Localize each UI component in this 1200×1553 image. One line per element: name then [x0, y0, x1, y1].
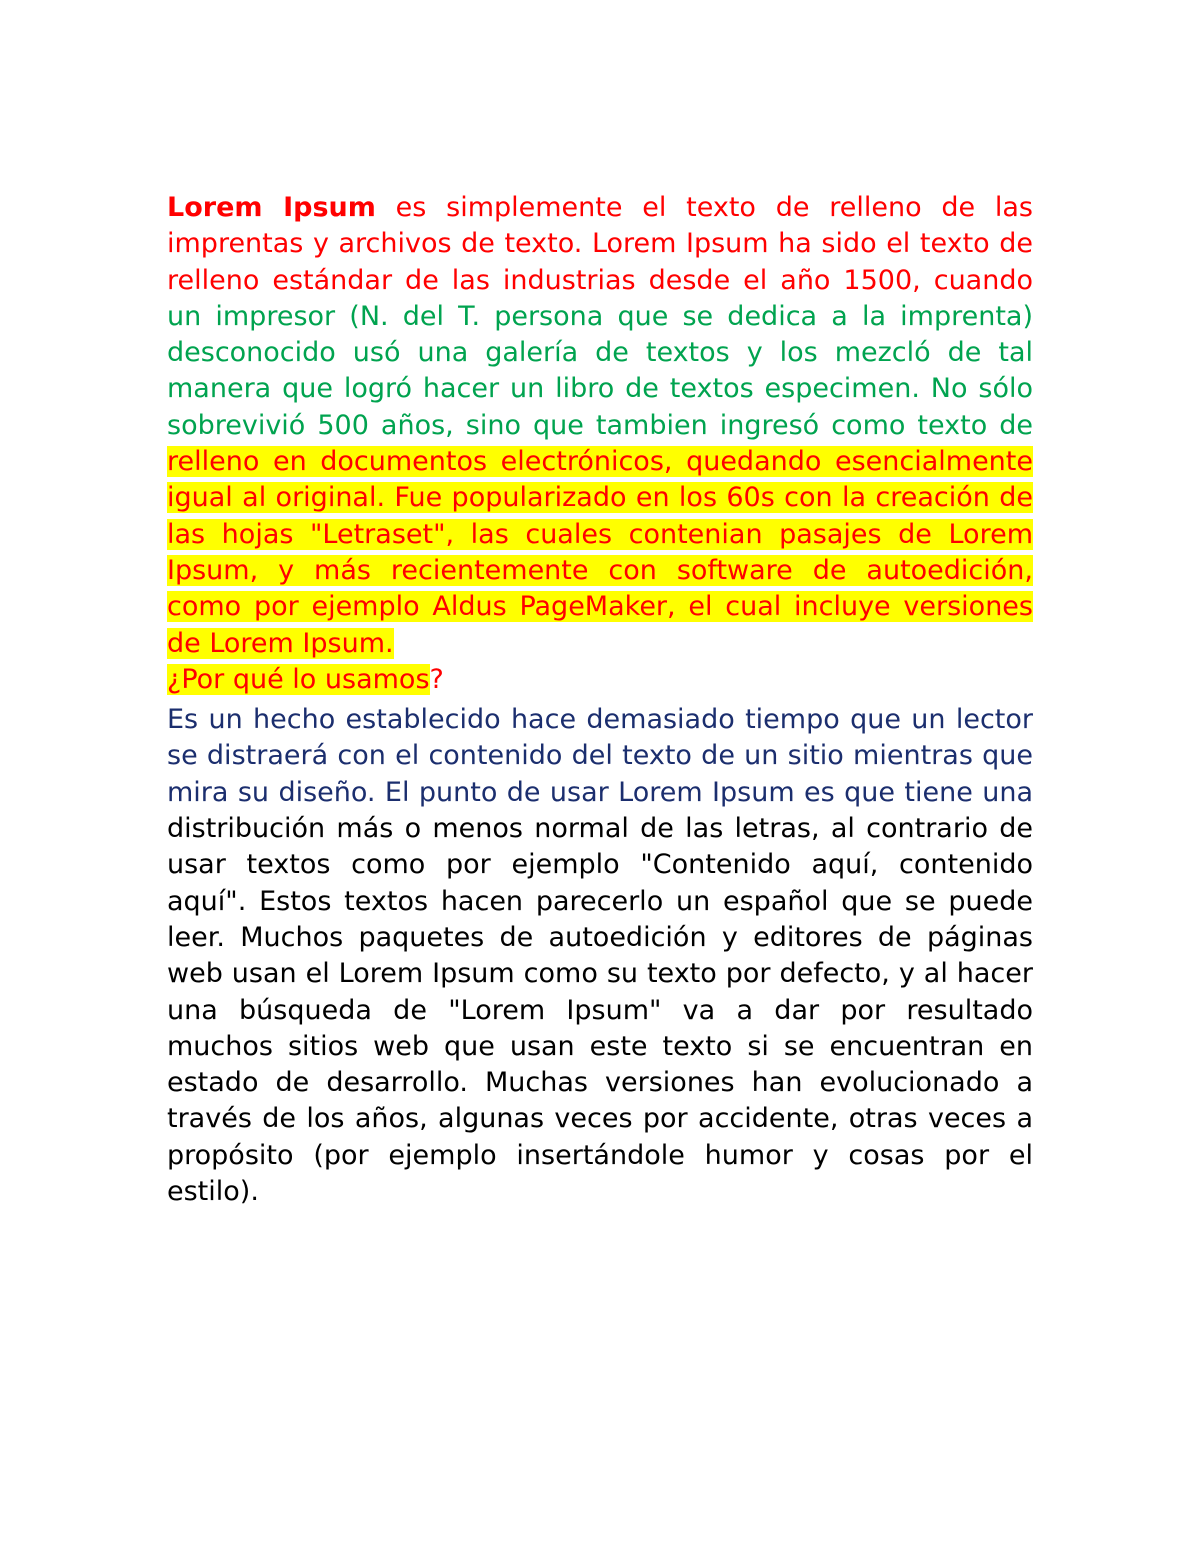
- navy-text-run: Es un hecho establecido hace demasiado tiempo que un lector se distraerá con el contenido del texto de un sitio mientras que mira su diseño. El punto de usar Lorem Ipsum es que tiene una: [167, 704, 1033, 808]
- red-text-run: es simplemente el texto de relleno de las imprentas y archivos de texto. Lorem Ipsum ha sido el texto de relleno estándar de las industrias desde el año 1500, cuando: [167, 192, 1033, 296]
- section-heading: [167, 662, 1033, 698]
- document-page: [167, 190, 1033, 1210]
- heading-question-mark: ?: [429, 663, 444, 695]
- paragraph-lorem-intro: [167, 190, 1033, 662]
- paragraph-why-use: [167, 702, 1033, 1210]
- black-text-run: distribución más o menos normal de las letras, al contrario de usar textos como por ejemplo "Contenido aquí, contenido aquí". Estos textos hacen parecerlo un español que se puede leer. Muchos paquetes de autoedición y editores de páginas web usan el Lorem Ipsum como su texto por defecto, y al hacer una búsqueda de "Lorem Ipsum" va a dar por resultado muchos sitios web que usan este texto si se encuentran en estado de desarrollo. Muchas versiones han evolucionado a través de los años, algunas veces por accidente, otras veces a propósito (por ejemplo insertándole humor y cosas por el estilo).: [167, 813, 1033, 1208]
- highlighted-text-run: relleno en documentos electrónicos, quedando esencialmente igual al original. Fue popularizado en los 60s con la creación de las hojas "Letraset", las cuales contenian pasajes de Lorem Ipsum, y más recientemente con software de autoedición, como por ejemplo Aldus PageMaker, el cual incluye versiones de Lorem Ipsum.: [167, 446, 1033, 659]
- lorem-ipsum-bold-lead: Lorem Ipsum: [167, 192, 376, 223]
- heading-highlighted: ¿Por qué lo usamos: [167, 663, 430, 695]
- green-text-run: un impresor (N. del T. persona que se dedica a la imprenta) desconocido usó una galería de textos y los mezcló de tal manera que logró hacer un libro de textos especimen. No sólo sobrevivió 500 años, sino que tambien ingresó como texto de: [167, 300, 1033, 441]
